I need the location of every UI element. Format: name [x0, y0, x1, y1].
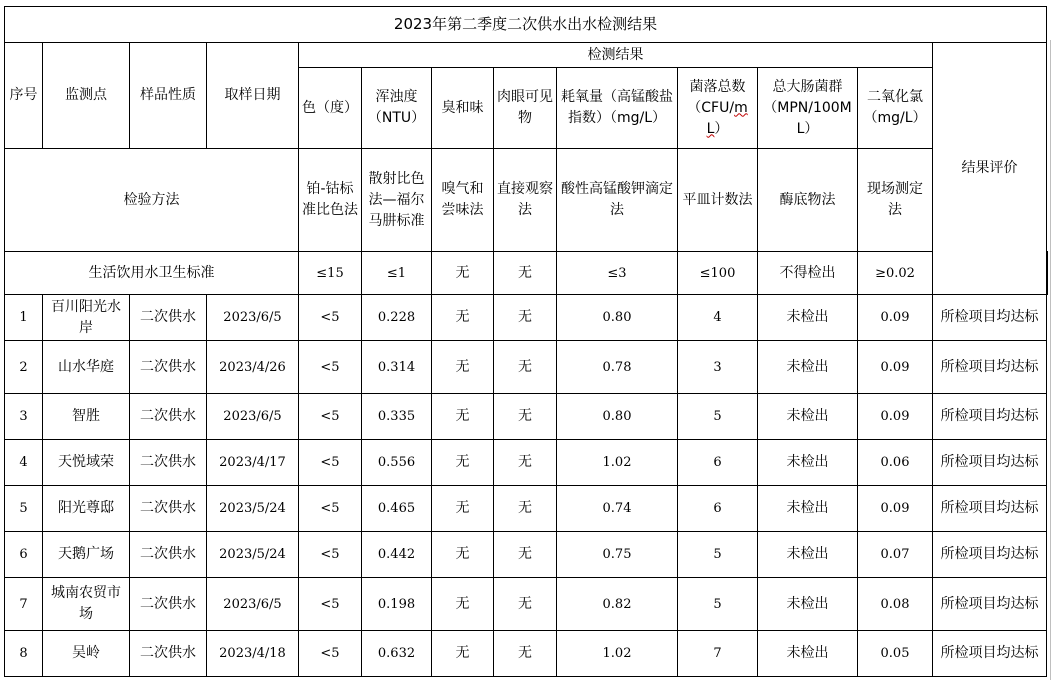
- row-odor: 无: [432, 440, 494, 486]
- row-evaluation: 所检项目均达标: [933, 394, 1047, 440]
- param-color: 色（度）: [299, 68, 362, 149]
- table-row: [5, 631, 1048, 677]
- row-odor: 无: [432, 532, 494, 578]
- method-color: 铂-钴标准比色法: [299, 149, 362, 252]
- row-sample-type: 二次供水: [130, 341, 207, 394]
- row-odor: 无: [432, 486, 494, 532]
- standard-cfu: ≤100: [678, 252, 758, 295]
- row-no: 3: [5, 394, 43, 440]
- row-visible-matter: 无: [494, 578, 557, 631]
- row-cod: 0.82: [557, 578, 678, 631]
- row-site: 阳光尊邸: [43, 486, 130, 532]
- row-no: 7: [5, 578, 43, 631]
- param-clo2: 二氧化氯（mg/L）: [858, 68, 933, 149]
- row-clo2: 0.07: [858, 532, 933, 578]
- method-cfu: 平皿计数法: [678, 149, 758, 252]
- row-coliform: 未检出: [758, 486, 858, 532]
- row-date: 2023/5/24: [207, 532, 299, 578]
- standard-turbidity: ≤1: [362, 252, 432, 295]
- row-site: 智胜: [43, 394, 130, 440]
- table-row: [5, 532, 1048, 578]
- header-evaluation: 结果评价: [933, 43, 1047, 295]
- row-cfu: 5: [678, 394, 758, 440]
- header-site: 监测点: [43, 43, 130, 149]
- table-row: [5, 394, 1048, 440]
- param-odor: 臭和味: [432, 68, 494, 149]
- row-turbidity: 0.314: [362, 341, 432, 394]
- row-evaluation: 所检项目均达标: [933, 295, 1047, 341]
- row-cfu: 4: [678, 295, 758, 341]
- row-turbidity: 0.442: [362, 532, 432, 578]
- row-evaluation: 所检项目均达标: [933, 631, 1047, 677]
- method-visible-matter: 直接观察法: [494, 149, 557, 252]
- method-cod: 酸性高锰酸钾滴定法: [557, 149, 678, 252]
- method-odor: 嗅气和尝味法: [432, 149, 494, 252]
- row-clo2: 0.06: [858, 440, 933, 486]
- row-coliform: 未检出: [758, 440, 858, 486]
- row-cfu: 6: [678, 486, 758, 532]
- row-odor: 无: [432, 394, 494, 440]
- table-row: [5, 295, 1048, 341]
- row-evaluation: 所检项目均达标: [933, 440, 1047, 486]
- row-color: <5: [299, 394, 362, 440]
- gridline: [1050, 40, 1052, 680]
- row-cod: 0.75: [557, 532, 678, 578]
- row-odor: 无: [432, 341, 494, 394]
- row-cod: 0.80: [557, 394, 678, 440]
- standard-odor: 无: [432, 252, 494, 295]
- row-cfu: 3: [678, 341, 758, 394]
- row-visible-matter: 无: [494, 631, 557, 677]
- row-no: 2: [5, 341, 43, 394]
- row-evaluation: 所检项目均达标: [933, 341, 1047, 394]
- row-visible-matter: 无: [494, 341, 557, 394]
- row-sample-type: 二次供水: [130, 532, 207, 578]
- row-cfu: 7: [678, 631, 758, 677]
- table-title: 2023年第二季度二次供水出水检测结果: [5, 7, 1047, 43]
- row-visible-matter: 无: [494, 486, 557, 532]
- row-date: 2023/4/17: [207, 440, 299, 486]
- row-visible-matter: 无: [494, 295, 557, 341]
- row-clo2: 0.09: [858, 341, 933, 394]
- row-coliform: 未检出: [758, 394, 858, 440]
- row-no: 4: [5, 440, 43, 486]
- row-coliform: 未检出: [758, 631, 858, 677]
- row-turbidity: 0.335: [362, 394, 432, 440]
- row-clo2: 0.09: [858, 486, 933, 532]
- row-date: 2023/6/5: [207, 295, 299, 341]
- table-row: [5, 341, 1048, 394]
- row-no: 8: [5, 631, 43, 677]
- row-site: 百川阳光水岸: [43, 295, 130, 341]
- standard-evaluation: [1047, 252, 1048, 295]
- row-site: 吴岭: [43, 631, 130, 677]
- row-coliform: 未检出: [758, 578, 858, 631]
- row-color: <5: [299, 532, 362, 578]
- row-color: <5: [299, 440, 362, 486]
- header-sample-type: 样品性质: [130, 43, 207, 149]
- row-coliform: 未检出: [758, 532, 858, 578]
- standard-color: ≤15: [299, 252, 362, 295]
- row-odor: 无: [432, 631, 494, 677]
- row-date: 2023/6/5: [207, 578, 299, 631]
- row-cod: 0.78: [557, 341, 678, 394]
- results-table: [4, 6, 1048, 677]
- table-row: [5, 578, 1048, 631]
- row-color: <5: [299, 341, 362, 394]
- standard-visible-matter: 无: [494, 252, 557, 295]
- row-coliform: 未检出: [758, 341, 858, 394]
- row-clo2: 0.08: [858, 578, 933, 631]
- row-site: 天悦域荣: [43, 440, 130, 486]
- row-color: <5: [299, 486, 362, 532]
- row-coliform: 未检出: [758, 295, 858, 341]
- row-cod: 1.02: [557, 631, 678, 677]
- row-odor: 无: [432, 295, 494, 341]
- row-cfu: 6: [678, 440, 758, 486]
- header-date: 取样日期: [207, 43, 299, 149]
- row-turbidity: 0.228: [362, 295, 432, 341]
- row-evaluation: 所检项目均达标: [933, 578, 1047, 631]
- data-rows: [5, 295, 1048, 677]
- method-turbidity: 散射比色法—福尔马肼标准: [362, 149, 432, 252]
- row-sample-type: 二次供水: [130, 486, 207, 532]
- method-clo2: 现场测定法: [858, 149, 933, 252]
- row-sample-type: 二次供水: [130, 631, 207, 677]
- param-turbidity: 浑浊度（NTU）: [362, 68, 432, 149]
- table-row: [5, 486, 1048, 532]
- header-no: 序号: [5, 43, 43, 149]
- row-no: 6: [5, 532, 43, 578]
- row-cfu: 5: [678, 578, 758, 631]
- row-color: <5: [299, 295, 362, 341]
- row-turbidity: 0.198: [362, 578, 432, 631]
- standard-clo2: ≥0.02: [858, 252, 933, 295]
- row-odor: 无: [432, 578, 494, 631]
- row-clo2: 0.09: [858, 394, 933, 440]
- row-no: 5: [5, 486, 43, 532]
- standard-coliform: 不得检出: [758, 252, 858, 295]
- standard-cod: ≤3: [557, 252, 678, 295]
- spellcheck-squiggle: mL: [706, 99, 748, 137]
- row-sample-type: 二次供水: [130, 394, 207, 440]
- row-no: 1: [5, 295, 43, 341]
- row-date: 2023/4/18: [207, 631, 299, 677]
- row-visible-matter: 无: [494, 440, 557, 486]
- method-coliform: 酶底物法: [758, 149, 858, 252]
- row-evaluation: 所检项目均达标: [933, 532, 1047, 578]
- row-turbidity: 0.465: [362, 486, 432, 532]
- row-date: 2023/4/26: [207, 341, 299, 394]
- param-cfu: 菌落总数（CFU/mL）: [678, 68, 758, 149]
- row-visible-matter: 无: [494, 532, 557, 578]
- row-site: 城南农贸市场: [43, 578, 130, 631]
- row-cod: 0.80: [557, 295, 678, 341]
- row-sample-type: 二次供水: [130, 578, 207, 631]
- row-cod: 0.74: [557, 486, 678, 532]
- row-turbidity: 0.632: [362, 631, 432, 677]
- row-cfu: 5: [678, 532, 758, 578]
- row-visible-matter: 无: [494, 394, 557, 440]
- table-row: [5, 440, 1048, 486]
- row-color: <5: [299, 578, 362, 631]
- row-site: 天鹅广场: [43, 532, 130, 578]
- param-visible-matter: 肉眼可见物: [494, 68, 557, 149]
- header-results-group: 检测结果: [299, 43, 933, 68]
- row-date: 2023/5/24: [207, 486, 299, 532]
- method-label: 检验方法: [5, 149, 299, 252]
- row-clo2: 0.05: [858, 631, 933, 677]
- row-sample-type: 二次供水: [130, 295, 207, 341]
- row-cod: 1.02: [557, 440, 678, 486]
- param-cod: 耗氧量（高锰酸盐指数）（mg/L）: [557, 68, 678, 149]
- row-evaluation: 所检项目均达标: [933, 486, 1047, 532]
- row-turbidity: 0.556: [362, 440, 432, 486]
- row-sample-type: 二次供水: [130, 440, 207, 486]
- row-clo2: 0.09: [858, 295, 933, 341]
- param-coliform: 总大肠菌群（MPN/100ML）: [758, 68, 858, 149]
- row-date: 2023/6/5: [207, 394, 299, 440]
- row-color: <5: [299, 631, 362, 677]
- standard-label: 生活饮用水卫生标准: [5, 252, 299, 295]
- row-site: 山水华庭: [43, 341, 130, 394]
